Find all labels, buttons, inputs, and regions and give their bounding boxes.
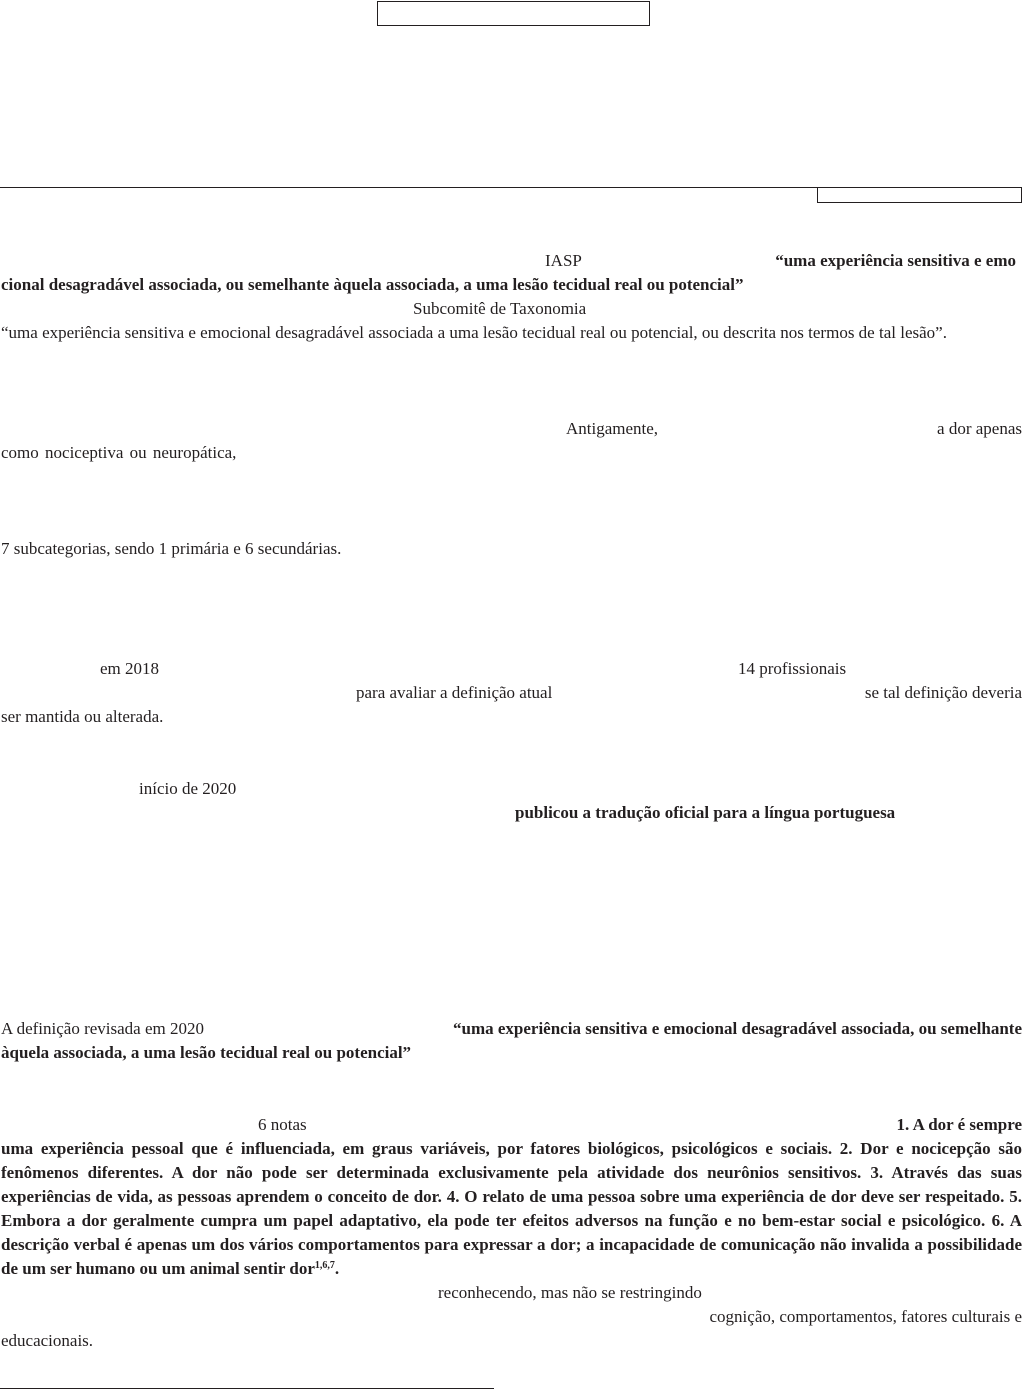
definition-quote-line2: cional desagradável associada, ou semelhante àquela associada, a uma lesão tecidual real ou potencial” bbox=[1, 275, 744, 294]
notes-body-text: uma experiência pessoal que é influenciada, em graus variáveis, por fatores biológicos, psicológicos e sociais. 2. Dor e nocicepção são fenômenos diferentes. A dor não pode ser determinada exclusivamente pela atividade dos neurônios sensitivos. 3. Através das suas experiências de vida, as pessoas aprendem o conceito de dor. 4. O relato de uma pessoa sobre uma experiência de dor deve ser respeitado. 5. Embora a dor geralmente cumpra um papel adaptativo, ela pode ter efeitos adversos na função e no bem-estar social e psicológico. 6. A descrição verbal é apenas um dos vários comportamentos para expressar a dor; a incapacidade de comunicação não invalida a possibilidade de um ser humano ou um animal sentir dor bbox=[1, 1139, 1022, 1278]
a-dor-apenas: a dor apenas bbox=[937, 419, 1022, 438]
subcommittee-label: Subcomitê de Taxonomia bbox=[413, 299, 587, 318]
revised-quote-line2: àquela associada, a uma lesão tecidual real ou potencial” bbox=[1, 1043, 412, 1062]
notes-body bbox=[1, 1137, 1022, 1281]
recognizing-text: reconhecendo, mas não se restringindo bbox=[438, 1283, 702, 1302]
task-force-year: em 2018 bbox=[100, 659, 160, 678]
task-force-question-end: ser mantida ou alterada. bbox=[1, 707, 164, 726]
antigamente-word: Antigamente, bbox=[566, 419, 659, 438]
definition-quote-line1: “uma experiência sensitiva e emo bbox=[775, 251, 1016, 270]
side-box bbox=[817, 187, 1022, 203]
subcategories-text: 7 subcategorias, sendo 1 primária e 6 secundárias. bbox=[1, 539, 342, 558]
notes-count: 6 notas bbox=[258, 1115, 307, 1134]
evaluate-definition: para avaliar a definição atual bbox=[356, 683, 553, 702]
educational-text: educacionais. bbox=[1, 1331, 94, 1350]
translation-start: início de 2020 bbox=[139, 779, 237, 798]
notes-end: . bbox=[334, 1259, 340, 1278]
revised-label: A definição revisada em 2020 bbox=[1, 1019, 204, 1038]
iasp-label: IASP bbox=[545, 251, 582, 270]
notes-citation: 1,6,7 bbox=[314, 1260, 335, 1271]
translation-published: publicou a tradução oficial para a língua portuguesa bbox=[515, 803, 896, 822]
task-force-question: se tal definição deveria bbox=[864, 683, 1022, 702]
footnote-rule bbox=[0, 1388, 494, 1389]
factors-text: cognição, comportamentos, fatores culturais e bbox=[709, 1307, 1022, 1326]
classification-text: como nociceptiva ou neuropática, bbox=[1, 443, 237, 462]
notes-first: 1. A dor é sempre bbox=[896, 1115, 1022, 1134]
header-box bbox=[377, 1, 650, 26]
old-definition: “uma experiência sensitiva e emocional desagradável associada a uma lesão tecidual real ou potencial, ou descrita nos termos de tal lesão”. bbox=[1, 323, 947, 342]
revised-quote-line1: “uma experiência sensitiva e emocional desagradável associada, ou semelhante bbox=[453, 1019, 1022, 1038]
professionals-count: 14 profissionais bbox=[738, 659, 847, 678]
